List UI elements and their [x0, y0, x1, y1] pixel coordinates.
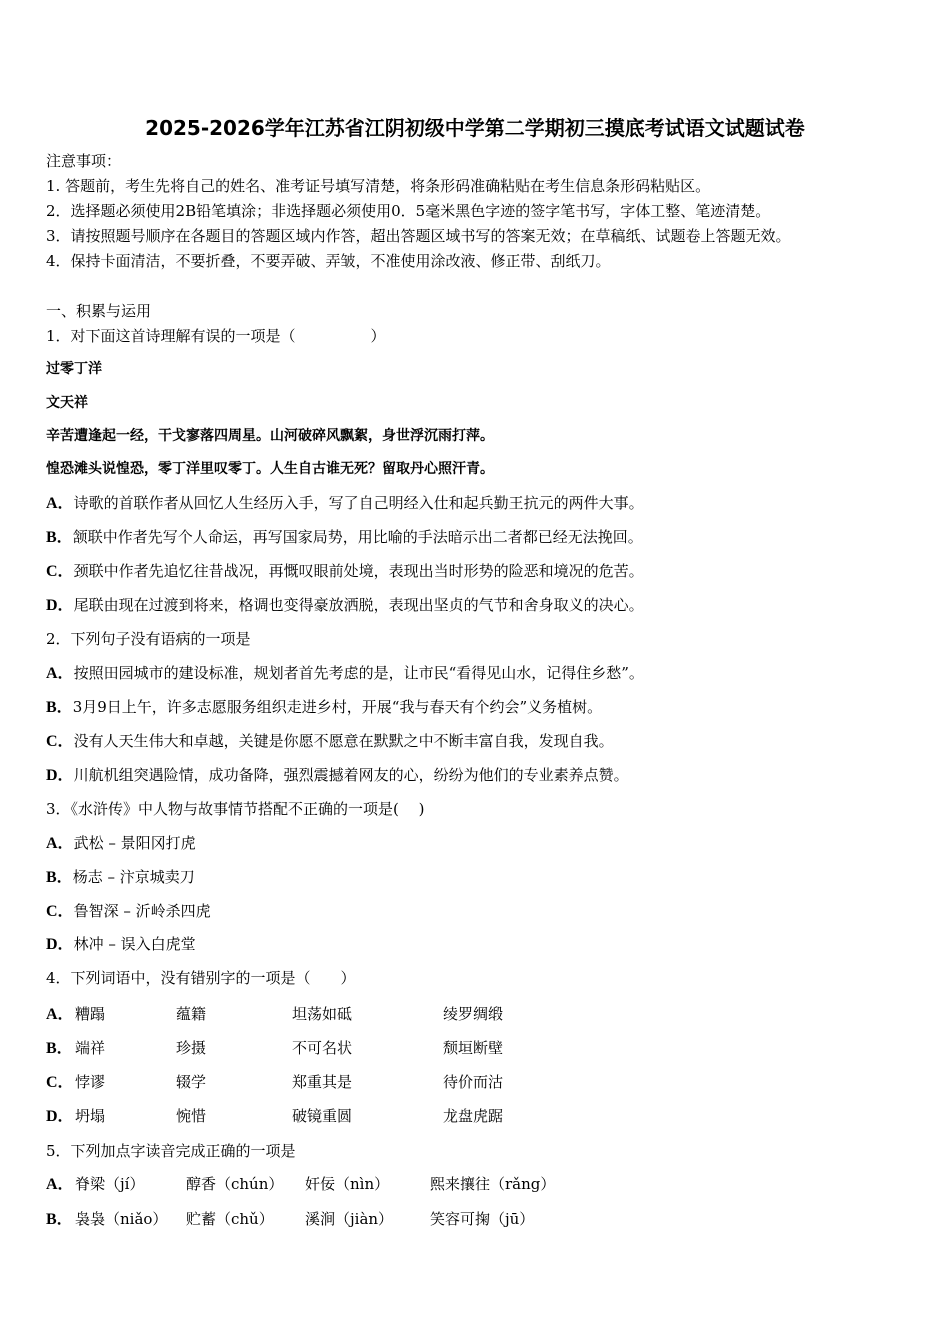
- option-word: 端祥: [75, 1039, 106, 1057]
- q3-option: [46, 901, 211, 922]
- option-label: D．: [46, 1108, 74, 1125]
- q2-option: [46, 731, 614, 752]
- option-label: D．: [46, 767, 74, 784]
- option-label: A．: [46, 495, 74, 512]
- option-label: A．: [46, 1176, 74, 1193]
- option-text: 3月9日上午，许多志愿服务组织走进乡村，开展“我与春天有个约会”义务植树。: [72, 698, 603, 716]
- option-word: 惋惜: [176, 1107, 207, 1125]
- option-text: 武松 – 景阳冈打虎: [73, 834, 196, 852]
- q3-option: [46, 934, 196, 955]
- notice-item: 2．选择题必须使用2B铅笔填涂；非选择题必须使用0．5毫米黑色字迹的签字笔书写，字体工整、笔迹清楚。: [46, 202, 771, 220]
- option-text: 鲁智深 – 沂岭杀四虎: [73, 902, 211, 920]
- option-word: 奸佞（nìn）: [305, 1175, 390, 1193]
- option-word: 蕴籍: [176, 1005, 207, 1023]
- notice-item: 1. 答题前，考生先将自己的姓名、准考证号填写清楚，将条形码准确粘贴在考生信息条形码粘贴区。: [46, 177, 711, 195]
- option-label: A．: [46, 1006, 74, 1023]
- q4-option: [46, 1004, 906, 1024]
- option-word: 坍塌: [75, 1107, 106, 1125]
- option-text: 尾联由现在过渡到将来，格调也变得豪放洒脱，表现出坚贞的气节和舍身取义的决心。: [73, 596, 644, 614]
- q2-option: [46, 697, 602, 718]
- question-2-stem: 2．下列句子没有语病的一项是: [46, 630, 251, 648]
- q5-option: [46, 1174, 906, 1194]
- option-label: B．: [46, 1040, 73, 1057]
- option-word: 贮蓄（chǔ）: [186, 1210, 274, 1228]
- option-text: 没有人天生伟大和卓越，关键是你愿不愿意在默默之中不断丰富自我，发现自我。: [73, 732, 614, 750]
- q4-option: [46, 1106, 906, 1126]
- page-title: 2025-2026学年江苏省江阴初级中学第二学期初三摸底考试语文试题试卷: [145, 116, 805, 140]
- q5-option: [46, 1209, 906, 1229]
- poem-author: 文天祥: [46, 395, 88, 411]
- q1-option: [46, 493, 644, 514]
- option-word: 坦荡如砥: [292, 1005, 353, 1023]
- notice-item: 3．请按照题号顺序在各题目的答题区域内作答，超出答题区域书写的答案无效；在草稿纸、试题卷上答题无效。: [46, 227, 791, 245]
- option-word: 辍学: [176, 1073, 207, 1091]
- notice-item: 4．保持卡面清洁，不要折叠，不要弄破、弄皱，不准使用涂改液、修正带、刮纸刀。: [46, 252, 611, 270]
- option-word: 熙来攘往（rǎng）: [430, 1175, 556, 1193]
- question-5-stem: 5．下列加点字读音完成正确的一项是: [46, 1142, 296, 1160]
- option-label: B．: [46, 869, 73, 886]
- poem-line: 辛苦遭逢起一经，干戈寥落四周星。山河破碎风飘絮，身世浮沉雨打萍。: [46, 428, 494, 444]
- option-label: C．: [46, 1074, 74, 1091]
- option-word: 笑容可掬（jū）: [430, 1210, 535, 1228]
- q3-option: [46, 867, 195, 888]
- option-word: 绫罗绸缎: [443, 1005, 504, 1023]
- option-label: C．: [46, 903, 74, 920]
- option-text: 诗歌的首联作者从回忆人生经历入手，写了自己明经入仕和起兵勤王抗元的两件大事。: [73, 494, 644, 512]
- option-label: A．: [46, 835, 74, 852]
- option-label: D．: [46, 597, 74, 614]
- option-word: 悖谬: [75, 1073, 106, 1091]
- option-label: B．: [46, 699, 73, 716]
- option-word: 破镜重圆: [292, 1107, 353, 1125]
- option-label: D．: [46, 936, 74, 953]
- question-1-stem: 1．对下面这首诗理解有误的一项是（ ）: [46, 327, 386, 345]
- option-label: A．: [46, 665, 74, 682]
- q1-option: [46, 561, 644, 582]
- option-label: B．: [46, 1211, 73, 1228]
- option-label: C．: [46, 733, 74, 750]
- option-word: 颓垣断壁: [443, 1039, 504, 1057]
- q2-option: [46, 765, 629, 786]
- option-word: 郑重其是: [292, 1073, 353, 1091]
- q4-option: [46, 1038, 906, 1058]
- question-4-stem: 4．下列词语中，没有错别字的一项是（ ）: [46, 969, 356, 987]
- poem-line: 惶恐滩头说惶恐，零丁洋里叹零丁。人生自古谁无死？留取丹心照汗青。: [46, 461, 494, 477]
- option-word: 糟蹋: [75, 1005, 106, 1023]
- q4-option: [46, 1072, 906, 1092]
- option-text: 杨志 – 汴京城卖刀: [72, 868, 195, 886]
- q1-option: [46, 595, 644, 616]
- option-word: 不可名状: [292, 1039, 353, 1057]
- option-word: 待价而沽: [443, 1073, 504, 1091]
- poem-title: 过零丁洋: [46, 361, 102, 377]
- q3-option: [46, 833, 196, 854]
- notice-heading: 注意事项：: [46, 152, 122, 170]
- q2-option: [46, 663, 644, 684]
- option-word: 醇香（chún）: [186, 1175, 284, 1193]
- question-3-stem: 3．《水浒传》中人物与故事情节搭配不正确的一项是( ): [46, 800, 425, 818]
- option-word: 脊梁（jí）: [75, 1175, 145, 1193]
- q1-option: [46, 527, 643, 548]
- option-text: 川航机组突遇险情，成功备降，强烈震撼着网友的心，纷纷为他们的专业素养点赞。: [73, 766, 629, 784]
- option-text: 按照田园城市的建设标准，规划者首先考虑的是，让市民“看得见山水，记得住乡愁”。: [73, 664, 644, 682]
- option-label: B．: [46, 529, 73, 546]
- option-text: 颔联中作者先写个人命运，再写国家局势，用比喻的手法暗示出二者都已经无法挽回。: [72, 528, 643, 546]
- option-word: 袅袅（niǎo）: [75, 1210, 168, 1228]
- section-heading: 一、积累与运用: [46, 302, 152, 320]
- option-text: 林冲 – 误入白虎堂: [73, 935, 196, 953]
- option-label: C．: [46, 563, 74, 580]
- option-text: 颈联中作者先追忆往昔战况，再慨叹眼前处境，表现出当时形势的险恶和境况的危苦。: [73, 562, 644, 580]
- option-word: 龙盘虎踞: [443, 1107, 504, 1125]
- option-word: 珍摄: [176, 1039, 207, 1057]
- option-word: 溪涧（jiàn）: [305, 1210, 394, 1228]
